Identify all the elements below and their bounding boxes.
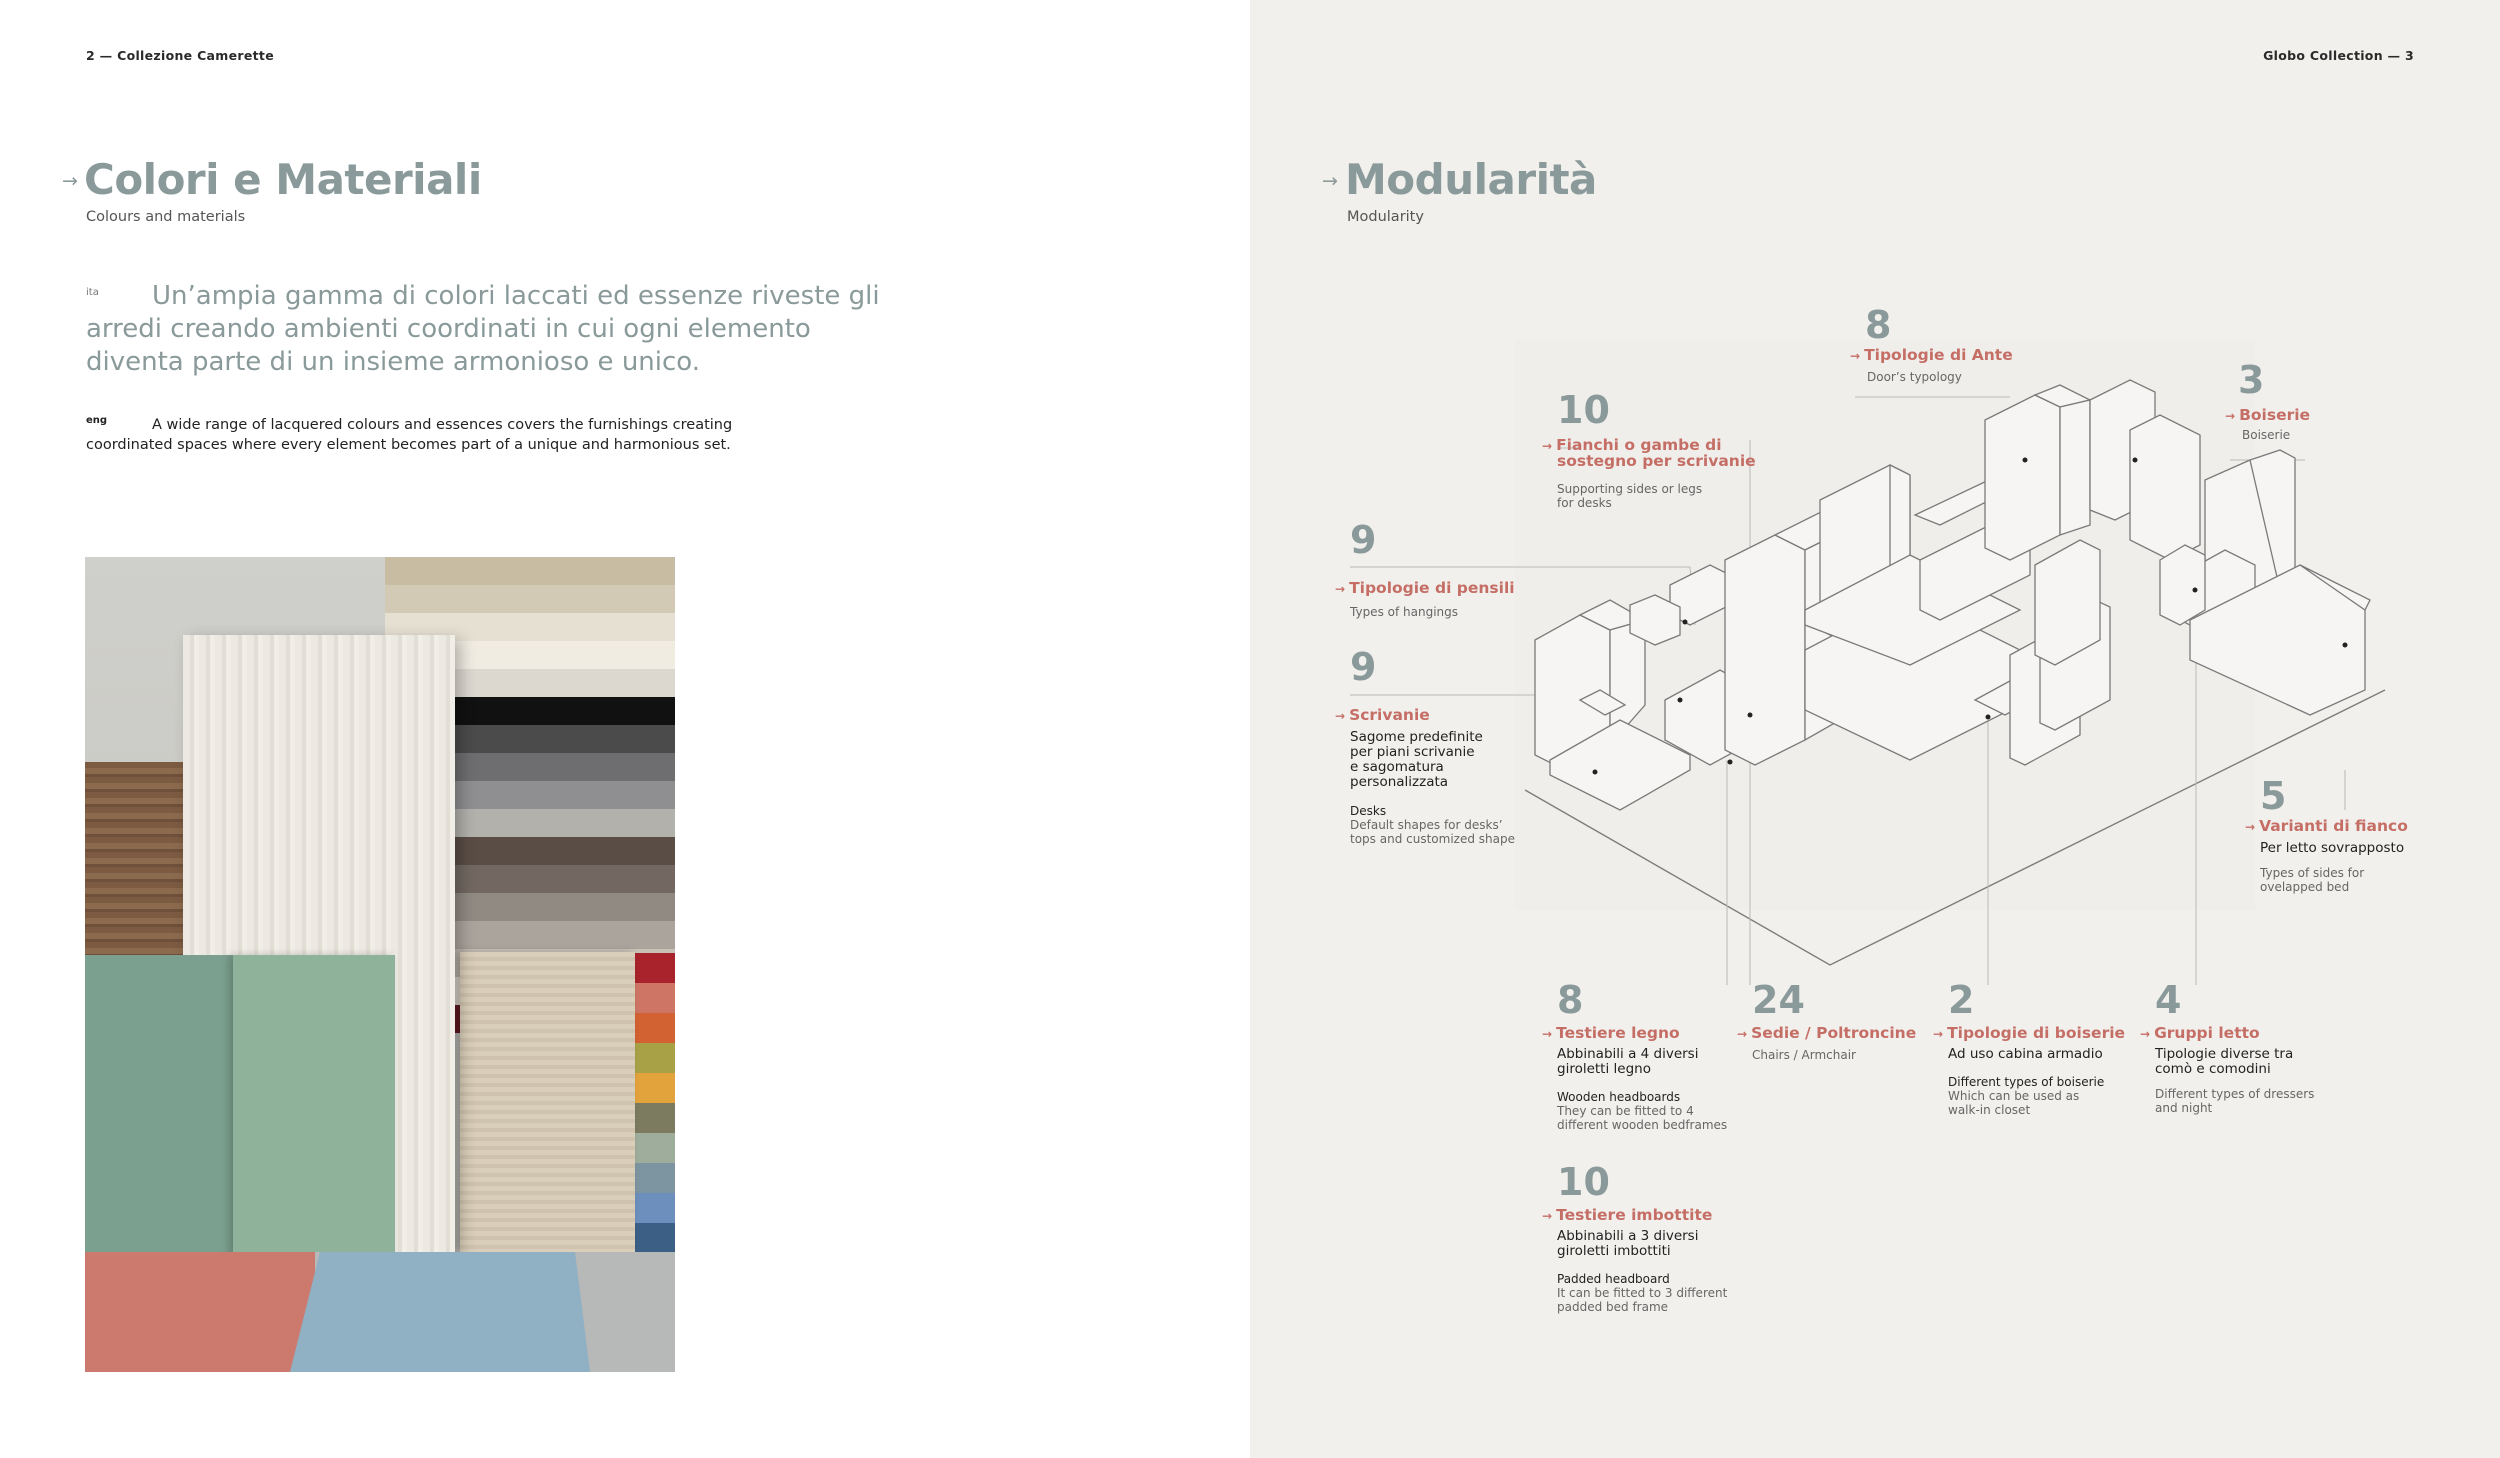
title-arrow-icon: → xyxy=(1322,170,1338,192)
callout-scrivanie-it-3: e sagomatura xyxy=(1350,759,1444,775)
callout-imbottite-en-2: padded bed frame xyxy=(1557,1300,1669,1314)
callout-scrivanie-it-1: Sagome predefinite xyxy=(1350,729,1483,745)
callout-scrivanie-en-1: Default shapes for desks’ xyxy=(1350,818,1503,832)
page-title: Colori e Materiali xyxy=(84,155,482,204)
callout-varianti-en-1: Types of sides for xyxy=(2260,866,2365,880)
callout-gruppi-it-1: Tipologie diverse tra xyxy=(2155,1046,2294,1062)
right-page xyxy=(1250,0,2500,1458)
callout-gruppi-number: 4 xyxy=(2155,978,2182,1022)
callout-imbottite-en-title: Padded headboard xyxy=(1557,1272,1670,1286)
callout-tboiserie-label: → Tipologie di boiserie xyxy=(1933,1024,2126,1042)
eng-paragraph: A wide range of lacquered colours and essences covers the furnishings creating coordinated spaces where every element becomes part of a unique and harmonious set. xyxy=(86,417,733,453)
callout-varianti-number: 5 xyxy=(2260,774,2287,818)
callout-fianchi-number: 10 xyxy=(1557,388,1610,432)
callout-ante-label: → Tipologie di Ante xyxy=(1850,346,2013,364)
callout-sedie-label: → Sedie / Poltroncine xyxy=(1737,1024,1917,1042)
page-subtitle: Colours and materials xyxy=(86,209,246,225)
callout-varianti-en-2: ovelapped bed xyxy=(2260,880,2350,894)
callout-boiserie-number: 3 xyxy=(2238,358,2265,402)
callout-fianchi-en-2: for desks xyxy=(1557,496,1612,510)
callout-fianchi-label-2: sostegno per scrivanie xyxy=(1557,452,1756,470)
callout-tboiserie-en-title: Different types of boiserie xyxy=(1948,1075,2105,1089)
callout-sedie-en: Chairs / Armchair xyxy=(1752,1048,1856,1062)
ita-label: ita xyxy=(86,287,99,298)
callout-gruppi-label: → Gruppi letto xyxy=(2140,1024,2260,1042)
callout-legno-number: 8 xyxy=(1557,978,1584,1022)
callout-scrivanie-it-4: personalizzata xyxy=(1350,774,1449,790)
page-title: Modularità xyxy=(1345,155,1597,204)
callout-varianti-label: → Varianti di fianco xyxy=(2245,817,2408,835)
callout-legno-en-title: Wooden headboards xyxy=(1557,1090,1681,1104)
callout-scrivanie-en-2: tops and customized shape xyxy=(1350,832,1515,846)
callout-scrivanie-en-title: Desks xyxy=(1350,804,1387,818)
running-head-left: 2 — Collezione Camerette xyxy=(86,48,274,63)
callout-ante-number: 8 xyxy=(1865,303,1892,347)
callout-legno-label: → Testiere legno xyxy=(1542,1024,1680,1042)
callout-tboiserie-en-1: Which can be used as xyxy=(1948,1089,2080,1103)
callout-legno-en-2: different wooden bedframes xyxy=(1557,1118,1728,1132)
callout-pensili-en: Types of hangings xyxy=(1350,605,1458,619)
callout-imbottite-label: → Testiere imbottite xyxy=(1542,1206,1713,1224)
callout-gruppi-it-2: comò e comodini xyxy=(2155,1061,2271,1077)
callout-scrivanie-label: → Scrivanie xyxy=(1335,706,1430,724)
callout-pensili-number: 9 xyxy=(1350,518,1377,562)
running-head-right: Globo Collection — 3 xyxy=(2263,48,2414,63)
callout-gruppi-en-2: and night xyxy=(2155,1101,2213,1115)
callout-legno-it-2: giroletti legno xyxy=(1557,1061,1651,1077)
page-subtitle: Modularity xyxy=(1347,209,1424,225)
callout-ante-en: Door’s typology xyxy=(1867,370,1962,384)
callout-tboiserie-number: 2 xyxy=(1948,978,1975,1022)
ita-paragraph: Un’ampia gamma di colori laccati ed essenze riveste gli arredi creando ambienti coordinati in cui ogni elemento diventa parte di un insieme armonioso e unico. xyxy=(86,281,880,377)
callout-gruppi-en-1: Different types of dressers xyxy=(2155,1087,2315,1101)
callout-scrivanie-number: 9 xyxy=(1350,645,1377,689)
callout-tboiserie-en-2: walk-in closet xyxy=(1948,1103,2031,1117)
callout-imbottite-number: 10 xyxy=(1557,1160,1610,1204)
callout-legno-it-1: Abbinabili a 4 diversi xyxy=(1557,1046,1699,1062)
callout-fianchi-label-1: → Fianchi o gambe di xyxy=(1542,436,1722,454)
callout-scrivanie-it-2: per piani scrivanie xyxy=(1350,744,1475,760)
callout-sedie-number: 24 xyxy=(1752,978,1805,1022)
callout-boiserie-label: → Boiserie xyxy=(2225,406,2311,424)
eng-label: eng xyxy=(86,415,108,426)
callout-imbottite-it-1: Abbinabili a 3 diversi xyxy=(1557,1228,1699,1244)
callout-pensili-label: → Tipologie di pensili xyxy=(1335,579,1515,597)
callout-fianchi-en-1: Supporting sides or legs xyxy=(1557,482,1703,496)
callout-imbottite-it-2: giroletti imbottiti xyxy=(1557,1243,1671,1259)
callout-imbottite-en-1: It can be fitted to 3 different xyxy=(1557,1286,1728,1300)
material-swatches-image xyxy=(85,557,675,1372)
callout-tboiserie-it: Ad uso cabina armadio xyxy=(1948,1046,2103,1062)
callout-varianti-it: Per letto sovrapposto xyxy=(2260,840,2405,856)
title-arrow-icon: → xyxy=(62,170,78,192)
callout-legno-en-1: They can be fitted to 4 xyxy=(1557,1104,1694,1118)
callout-boiserie-en: Boiserie xyxy=(2242,428,2291,442)
